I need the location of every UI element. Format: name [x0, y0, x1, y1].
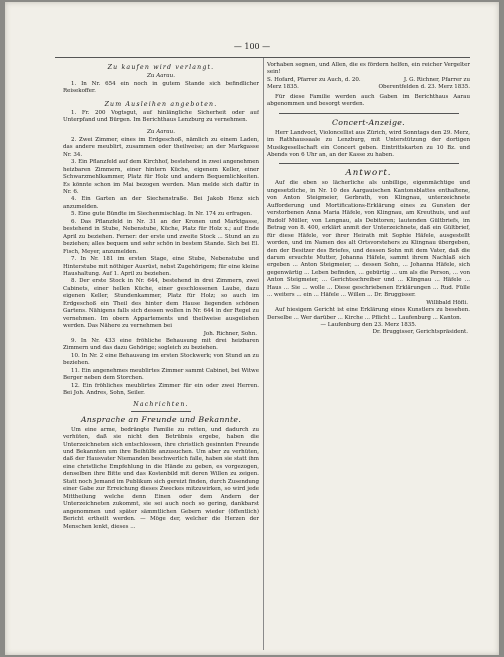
antwort-heading: Antwort. — [345, 168, 392, 179]
concert-body: Herr Landvoct, Violoncellist aus Zürich, wird Sonntags den 29. Merz, im Rathhaussaale zu Lenzburg, mit Unterstützung der dortigen Musikgesellschaft ein Concert geben. Eintrittskarten zu 10 Bz. und Abends von 6 Uhr an, an der Kasse zu haben. — [267, 129, 470, 158]
pastor-signatures — [267, 77, 470, 92]
location-aarau: Zu Aarau. — [146, 73, 176, 79]
left-column — [63, 62, 259, 652]
listing-entry: 4. Ein Garten an der Siechenstraße. Bei Jakob Henz sich anzumelden. — [63, 196, 259, 210]
listing-entry: 3. Ein Pflanzfeld auf dem Kirchhof, bestehend in zwei angenehmen heizbaren Zimmern, einer hintern Küche, eigenem Keller, einer Schwarzmehlkammer, Platz für Holz und andern Bequemlichkeiten. Es könnte schon im Mai bezogen werden. Man melde sich dafür in Nr. 6. — [63, 159, 259, 195]
signature: Willibald Höfli. — [426, 299, 468, 306]
page-number: — 100 — — [233, 42, 271, 51]
antwort-body: Auf die eben so lächerliche als unbillige, eigenmächtige und ungesetzliche, in Nr. 10 des Aargauischen Kantonsblattes enthaltene, von Anton Steigmeier, Gerbrath, von Klingnau, unterzeichnete Aufforderung und Mortifications-Erklärung eines zu Gunsten der verstorbenen Anna Maria Häfele, von Klingnau, am Kreuthuis, und auf Rudolf Müller, von Lengnau, als Debitoren; lautenden Gültbriefs, im Betrag von 8. 400, erklärt anmit der Unterzeichnete, daß ein Gültbrief, für diese Häfele, vor ihrer Heirath mit Sophie Häfele, ausgestellt worden, und im Namen des alt Ortsvorstehers zu Klingnau übergeben, den der Besitzer des Briefes, und dessen Sohn mit dem Vater, daß die darum ersuchte Mutter, Johanna Häfele, sammt ihrem Nachlaß sich ergeben ... Anton Steigmeier, ... dessen Sohn, ... Johanna Häfele, sich gegenwärtig ... Leben befinden, ... gebürtig ... um als die Person, ... von Anton Steigmeier, ... Gerichtsschreiber und ... Klingnau ... Häfele ... Haus ... Sie ... wolle ... Diese geschriebenen Erklärungen ... Rud. Fülle ... weiters ... ein ... Häfele ... Willen ... Dr. Bruggisser. — [267, 180, 470, 299]
section-rule — [131, 411, 191, 412]
final-signature: Dr. Bruggisser, Gerichtspräsident. — [372, 329, 468, 336]
kaufen-entry: 1. In Nr. 654 ein noch in gutem Stande sich befindlicher Reisekoffer. — [63, 81, 259, 95]
listing-entry: 11. Ein angenehmes meublirtes Zimmer sammt Cabinet, bei Witwe Berger neben dem Storchen. — [63, 367, 259, 382]
listing-entry: 9. In Nr. 433 eine fröhliche Behausung mit drei heizbaren Zimmern und das dazu Gehörige; sogleich zu beziehen. — [63, 338, 259, 352]
anspruche-heading: Ansprache an Freunde und Bekannte. — [80, 414, 242, 424]
right-column — [267, 62, 470, 652]
listing-entry: 5. Eine gute Bündte im Siechenmischlag. In Nr. 174 zu erfragen. — [71, 211, 252, 218]
date-line: — Laufenburg den 23. Merz 1835. — [320, 322, 417, 328]
newspaper-page — [5, 2, 499, 655]
section-rule — [279, 163, 459, 164]
nachrichten-heading: Nachrichten. — [133, 400, 189, 408]
location-aarau-2: Zu Aarau. — [146, 128, 176, 135]
signature: Joh. Richner, Sohn. — [203, 330, 257, 337]
pastor-left: S. Hofard, Pfarrer zu Auch, d. 20. Merz 1835. — [267, 76, 361, 91]
listing-entry: 10. In Nr. 2 eine Behausung im ersten Stockwerk; von Stund an zu beziehen. — [63, 352, 259, 367]
listing-entry: 12. Ein fröhliches meublirtes Zimmer für ein oder zwei Herren. Bei Joh. Andres, Sohn, Seiler. — [63, 382, 259, 397]
zu-kaufen-heading: Zu kaufen wird verlangt. — [107, 64, 215, 71]
ausleihen-heading: Zum Ausleihen angeboten. — [104, 100, 218, 108]
gift-note: Für diese Familie werden auch Gaben im Berichthaus Aarau abgenommen und besorgt werden. — [267, 93, 470, 108]
listing-entry: 2. Zwei Zimmer, eines im Erdgeschoß, nämlich zu einem Laden, das andere meublirt, zusammen oder theilweise; an der Markgasse Nr. 34. — [63, 136, 259, 158]
pastor-right: J. G. Richner, Pfarrer zu Oberentfelden d. 23. Merz 1835. — [378, 76, 470, 91]
listing-entry: 7. In Nr. 181 im ersten Stage, eine Stube, Nebenstube und Hinterstube mit nöthiger Ausrüst, nebst Zugehörigem; für eine kleine Haushaltung. Auf 1. April zu beziehen. — [63, 256, 259, 277]
closing-notice: Auf hiesigem Gericht ist eine Erklärung eines Kunstlers zu besehen. Derselbe ... Wer darüber ... Kirche ... Pflicht ... Laufenburg ... Kanton. — [267, 307, 470, 321]
ausleihen-entry: 1. Fr. 200 Vogtsgut, auf hinlängliche Sicherheit oder auf Unterpfand und Bürgen. Im Berichthaus Lenzburg zu vernehmen. — [63, 109, 259, 124]
listing-entry: 6. Das Pflanzfeld in Nr. 31 an der Kronen und Marktgasse, bestehend in Stube, Nebenstube, Küche, Platz für Holz x.; auf Ende April zu beziehen. Ferner: der erste und zweite Stock ... Stund an zu beziehen; alles bequem und sehr schön in bestem Stande. Sich bei El. Fisch, Meyer, anzumelden. — [63, 218, 259, 255]
section-rule — [279, 113, 459, 114]
concert-heading: Concert-Anzeige. — [332, 117, 405, 127]
column-divider — [263, 58, 264, 650]
anspruche-body: Um eine arme, bedrängte Familie zu retten, und dadurch zu verhüten, daß sie nicht den Betrübnis ergebe, haben die Unterzeichneten sich entschlossen, ihre christlich gesinnten Freunde und Bekannten um ihre Beihülfe anzusuchen. Um aber zu verhüten, daß der Hausvater Niemanden beschwerlich falle, haben sie statt ihm eine christliche Empfehlung in die Hände zu geben, es vorgezogen, denselben ihre Bitte und das Kostenbild mit deren Willen zu zeigen. Statt noch Jemand im Publikum sich gereizt finden, durch Zusendung einer Gabe zur Erreichung dieses Zweckes mitzuwirken, so wird jede Mittheilung welche denn Einen oder dem Andern der Unterzeichneten zukommt, sie sei auch noch so gering, dankbarst angenommen und später sämmtlichen Gebern wieder (öffentlich) Bericht ertheilt werden. — Möge der, welcher die Herzen der Menschen lenkt, dieses ... — [63, 426, 259, 530]
anspruche-continuation: Vorhaben segnen, und Allen, die es fördern helfen, ein reicher Vergelter sein! — [267, 62, 470, 76]
listing-entry: 8. Der erste Stock in Nr. 644, bestehend in drei Zimmern, zwei Cabinets, einer hellen Küche, einer geschlossenen Laube, dazu eigenen Keller, Stundenkammer, Platz für Holz; so auch im Erdgeschoß ein Theil des hinter dem Hause liegenden schönen Gartens. Nähigens falls sich dessen wollen in Nr. 644 in der Regel zu vernehmen. Im obern Appartements und theilweise ausgeliehen werden. Das Nähere zu vernehmen bei — [63, 278, 259, 330]
